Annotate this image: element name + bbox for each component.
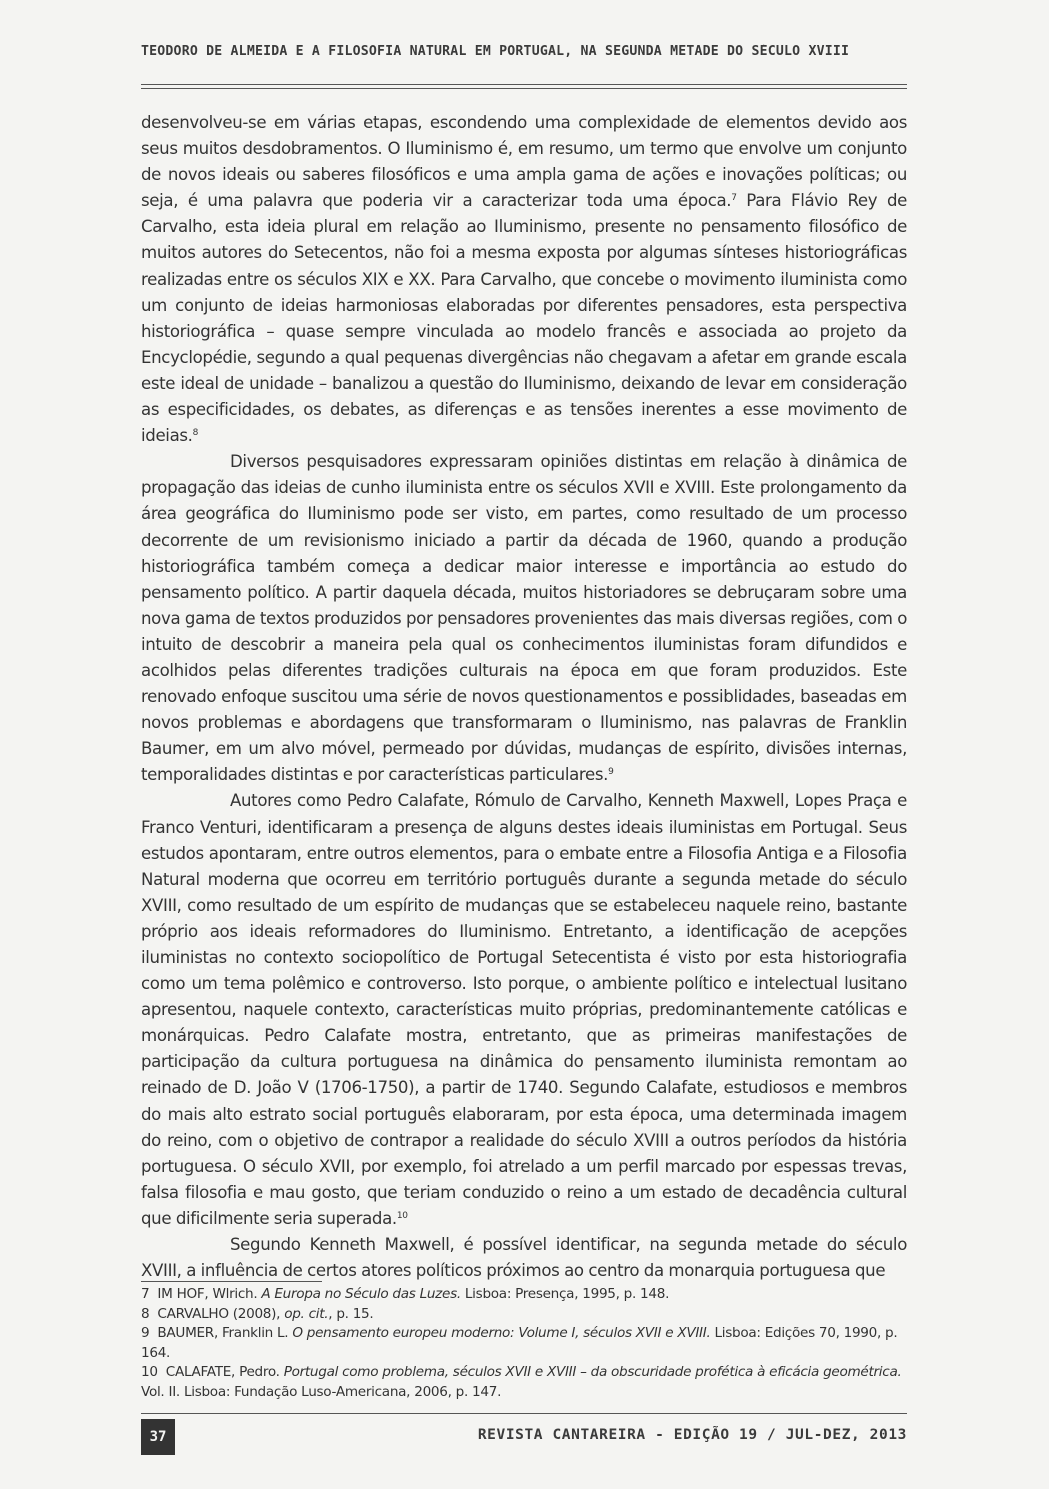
footnote-ref-8[interactable]: 8	[192, 428, 198, 439]
footnotes	[141, 1285, 907, 1402]
footnote-ref-10[interactable]: 10	[396, 1210, 408, 1221]
running-title: TEODORO DE ALMEIDA E A FILOSOFIA NATURAL EM PORTUGAL, NA SEGUNDA METADE DO SÉCULO XVIII	[141, 44, 850, 59]
paragraph-2: Diversos pesquisadores expressaram opiniões distintas em relação à dinâmica de propagação das ideias de cunho iluminista entre os séculos XVII e XVIII. Este prolongamento da área geográfica do Iluminismo pode ser visto, em partes, como resultado de um processo decorrente de um revisionismo iniciado a partir da década de 1960, quando a produção historiográfica também começa a dedicar maior interesse e importância ao estudo do pensamento político. A partir daquela década, muitos historiadores se debruçaram sobre uma nova gama de textos produzidos por pensadores provenientes das mais diversas regiões, com o intuito de descobrir a maneira pela qual os conhecimentos iluministas foram difundidos e acolhidos pelas diferentes tradições culturais na época em que foram produzidos. Este renovado enfoque suscitou uma série de novos questionamentos e possiblidades, baseadas em novos problemas e abordagens que transformaram o Iluminismo, nas palavras de Franklin Baumer, em um alvo móvel, permeado por dúvidas, mudanças de espírito, divisões internas, temporalidades distintas e por características particulares.$^9$	[141, 452, 907, 785]
journal-name: REVISTA CANTAREIRA - EDIÇÃO 19 / JUL-DEZ, 2013	[477, 1427, 907, 1443]
footnote-8: 8 CARVALHO (2008), op. cit., p. 15.	[141, 1305, 374, 1322]
footnote-9: 9 BAUMER, Franklin L. O pensamento europeu moderno: Volume I, séculos XVII e XVIII. Lisboa: Edições 70, 1990, p. 164.	[141, 1325, 898, 1361]
header-double-rule	[141, 84, 907, 89]
footnote-10: 10 CALAFATE, Pedro. Portugal como problema, séculos XVII e XVIII – da obscuridade profética à eficácia geométrica. Vol. II. Lisboa: Fundação Luso-Americana, 2006, p. 147.	[141, 1364, 902, 1400]
paragraph-3: Autores como Pedro Calafate, Rómulo de Carvalho, Kenneth Maxwell, Lopes Praça e Franco Venturi, identificaram a presença de alguns destes ideais iluministas em Portugal. Seus estudos apontaram, entre outros elementos, para o embate entre a Filosofia Antiga e a Filosofia Natural moderna que ocorreu em território português durante a segunda metade do século XVIII, como resultado de um espírito de mudanças que se estabeleceu naquele reino, bastante próprio aos ideais reformadores do Iluminismo. Entretanto, a identificação de acepções iluministas no contexto sociopolítico de Portugal Setecentista é visto por esta historiografia como um tema polêmico e controverso. Isto porque, o ambiente político e intelectual lusitano apresentou, naquele contexto, características muito próprias, predominantemente católicas e monárquicas. Pedro Calafate mostra, entretanto, que as primeiras manifestações de participação da cultura portuguesa na dinâmica do pensamento iluminista remontam ao reinado de D. João V (1706-1750), a partir de 1740. Segundo Calafate, estudiosos e membros do mais alto estrato social português elaboraram, por esta época, uma determinada imagem do reino, com o objetivo de contrapor a realidade do século XVIII a outros períodos da história portuguesa. O século XVII, por exemplo, foi atrelado a um perfil marcado por espessas trevas, falsa filosofia e mau gosto, que teriam conduzido o reino a um estado de decadência cultural que dificilmente seria superada.$^{10}$	[141, 791, 907, 1228]
article-body	[141, 110, 907, 1284]
footer-rule	[141, 1413, 907, 1414]
footnote-separator	[141, 1281, 322, 1282]
footnote-ref-7[interactable]: 7	[731, 193, 737, 204]
paragraph-1: desenvolveu-se em várias etapas, escondendo uma complexidade de elementos devido aos seus muitos desdobramentos. O Iluminismo é, em resumo, um termo que envolve um conjunto de novos ideais ou saberes filosóficos e uma ampla gama de ações e inovações políticas; ou seja, é uma palavra que poderia vir a caracterizar toda uma época.$^7$ Para Flávio Rey de Carvalho, esta ideia plural em relação ao Iluminismo, presente no pensamento filosófico de muitos autores do Setecentos, não foi a mesma exposta por algumas sínteses historiográficas realizadas entre os séculos XIX e XX. Para Carvalho, que concebe o movimento iluminista como um conjunto de ideias harmoniosas elaboradas por diferentes pensadores, esta perspectiva historiográfica – quase sempre vinculada ao modelo francês e associada ao projeto da Encyclopédie, segundo a qual pequenas divergências não chegavam a afetar em grande escala este ideal de unidade – banalizou a questão do Iluminismo, deixando de levar em consideração as especificidades, os debates, as diferenças e as tensões inerentes a esse movimento de ideias.$^8$	[141, 113, 907, 446]
page-number: 37	[141, 1419, 175, 1455]
footnote-ref-9[interactable]: 9	[608, 767, 614, 778]
paragraph-4: Segundo Kenneth Maxwell, é possível identificar, na segunda metade do século XVIII, a influência de certos atores políticos próximos ao centro da monarquia portuguesa que	[141, 1235, 907, 1281]
footnote-7: 7 IM HOF, Wlrich. A Europa no Século das Luzes. Lisboa: Presença, 1995, p. 148.	[141, 1286, 670, 1302]
